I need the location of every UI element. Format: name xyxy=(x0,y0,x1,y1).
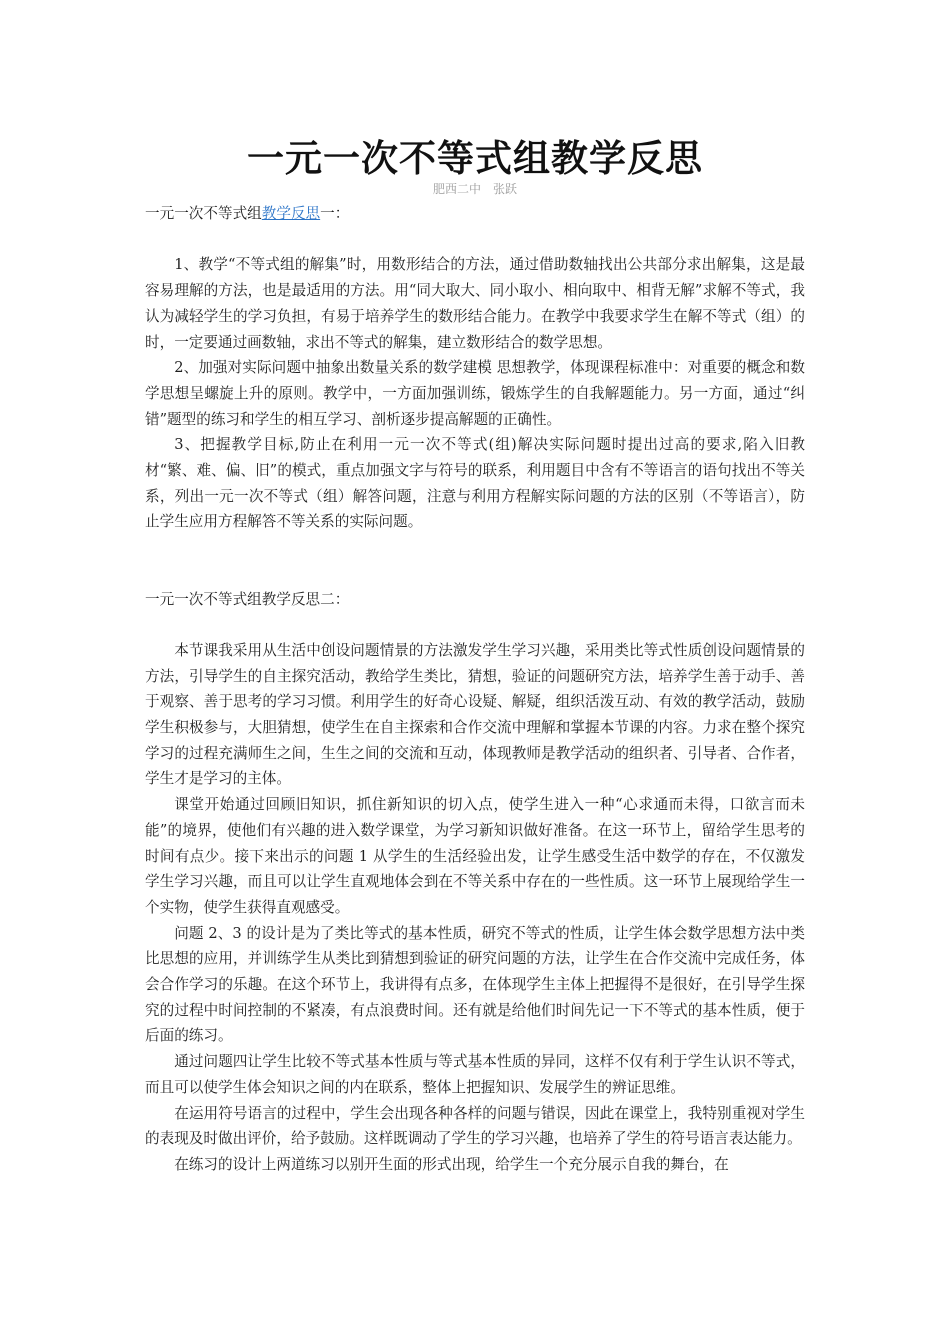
section1-heading xyxy=(145,201,805,227)
section2-heading: 一元一次不等式组教学反思二： xyxy=(145,590,350,608)
section1-heading-prefix: 一元一次不等式组 xyxy=(145,205,262,222)
document-title: 一元一次不等式组教学反思 xyxy=(247,136,703,180)
teaching-reflection-link[interactable]: 教学反思 xyxy=(261,205,321,222)
paragraph: 在练习的设计上两道练习以别开生面的形式出现，给学生一个充分展示自我的舞台，在 xyxy=(174,1155,729,1173)
paragraph: 2、加强对实际问题中抽象出数量关系的数学建模 思想教学，体现课程标准中：对重要的概念和数学思想呈螺旋上升的原则。教学中，一方面加强训练，锻炼学生的自我解题能力。另一方面，通过“纠错”题型的练习和学生的相互学习、剖析逐步提高解题的正确性。 xyxy=(145,359,805,428)
document-body xyxy=(145,201,805,1178)
paragraph: 通过问题四让学生比较不等式基本性质与等式基本性质的异同，这样不仅有利于学生认识不等式，而且可以使学生体会知识之间的内在联系，整体上把握知识、发展学生的辨证思维。 xyxy=(145,1053,805,1096)
paragraph: 3、把握教学目标,防止在利用一元一次不等式(组)解决实际问题时提出过高的要求,陷入旧教材“繁、难、偏、旧”的模式，重点加强文字与符号的联系，利用题目中含有不等语言的语句找出不等关系，列出一元一次不等式（组）解答问题，注意与利用方程解实际问题的方法的区别（不等语言），防止学生应用方程解答不等关系的实际问题。 xyxy=(145,436,805,531)
blank-line xyxy=(145,227,805,253)
paragraph: 在运用符号语言的过程中，学生会出现各种各样的问题与错误，因此在课堂上，我特别重视对学生的表现及时做出评价，给予鼓励。这样既调动了学生的学习兴趣，也培养了学生的符号语言表达能力。 xyxy=(145,1104,805,1148)
paragraph: 课堂开始通过回顾旧知识，抓住新知识的切入点，使学生进入一种“心求通而未得，口欲言而未能”的境界，使他们有兴趣的进入数学课堂，为学习新知识做好准备。在这一环节上，留给学生思考的时间有点少。接下来出示的问题 1 从学生的生活经验出发，让学生感受生活中数学的存在，不仅激发学生学习兴趣，而且可以让学生直观地体会到在不等关系中存在的一些性质。这一环节上展现给学生一个实物，使学生获得直观感受。 xyxy=(145,796,805,916)
paragraph: 本节课我采用从生活中创设问题情景的方法激发学生学习兴趣，采用类比等式性质创设问题情景的方法，引导学生的自主探究活动，教给学生类比，猜想，验证的问题研究方法，培养学生善于动手、善于观察、善于思考的学习习惯。利用学生的好奇心设疑、解疑，组织活泼互动、有效的教学活动，鼓励学生积极参与，大胆猜想，使学生在自主探索和合作交流中理解和掌握本节课的内容。力求在整个探究学习的过程充满师生之间，生生之间的交流和互动，体现教师是教学活动的组织者、引导者、合作者，学生才是学习的主体。 xyxy=(145,641,805,788)
author-line: 肥西二中 张跃 xyxy=(432,182,517,196)
blank-line xyxy=(145,535,805,586)
section1-heading-suffix: 一： xyxy=(320,205,350,222)
blank-line xyxy=(145,612,805,638)
paragraph: 问题 2、3 的设计是为了类比等式的基本性质，研究不等式的性质，让学生体会数学思想方法中类比思想的应用，并训练学生从类比到猜想到验证的研究问题的方法，让学生在合作交流中完成任务，体会合作学习的乐趣。在这个环节上，我讲得有点多，在体现学生主体上把握得不是很好，在引导学生探究的过程中时间控制的不紧凑，有点浪费时间。还有就是给他们时间先记一下不等式的基本性质，便于后面的练习。 xyxy=(145,924,805,1045)
paragraph: 1、教学“不等式组的解集”时，用数形结合的方法，通过借助数轴找出公共部分求出解集，这是最容易理解的方法，也是最适用的方法。用“同大取大、同小取小、相向取中、相背无解”求解不等式，我认为减轻学生的学习负担，有易于培养学生的数形结合能力。在教学中我要求学生在解不等式（组）的时，一定要通过画数轴，求出不等式的解集，建立数形结合的数学思想。 xyxy=(145,256,805,351)
